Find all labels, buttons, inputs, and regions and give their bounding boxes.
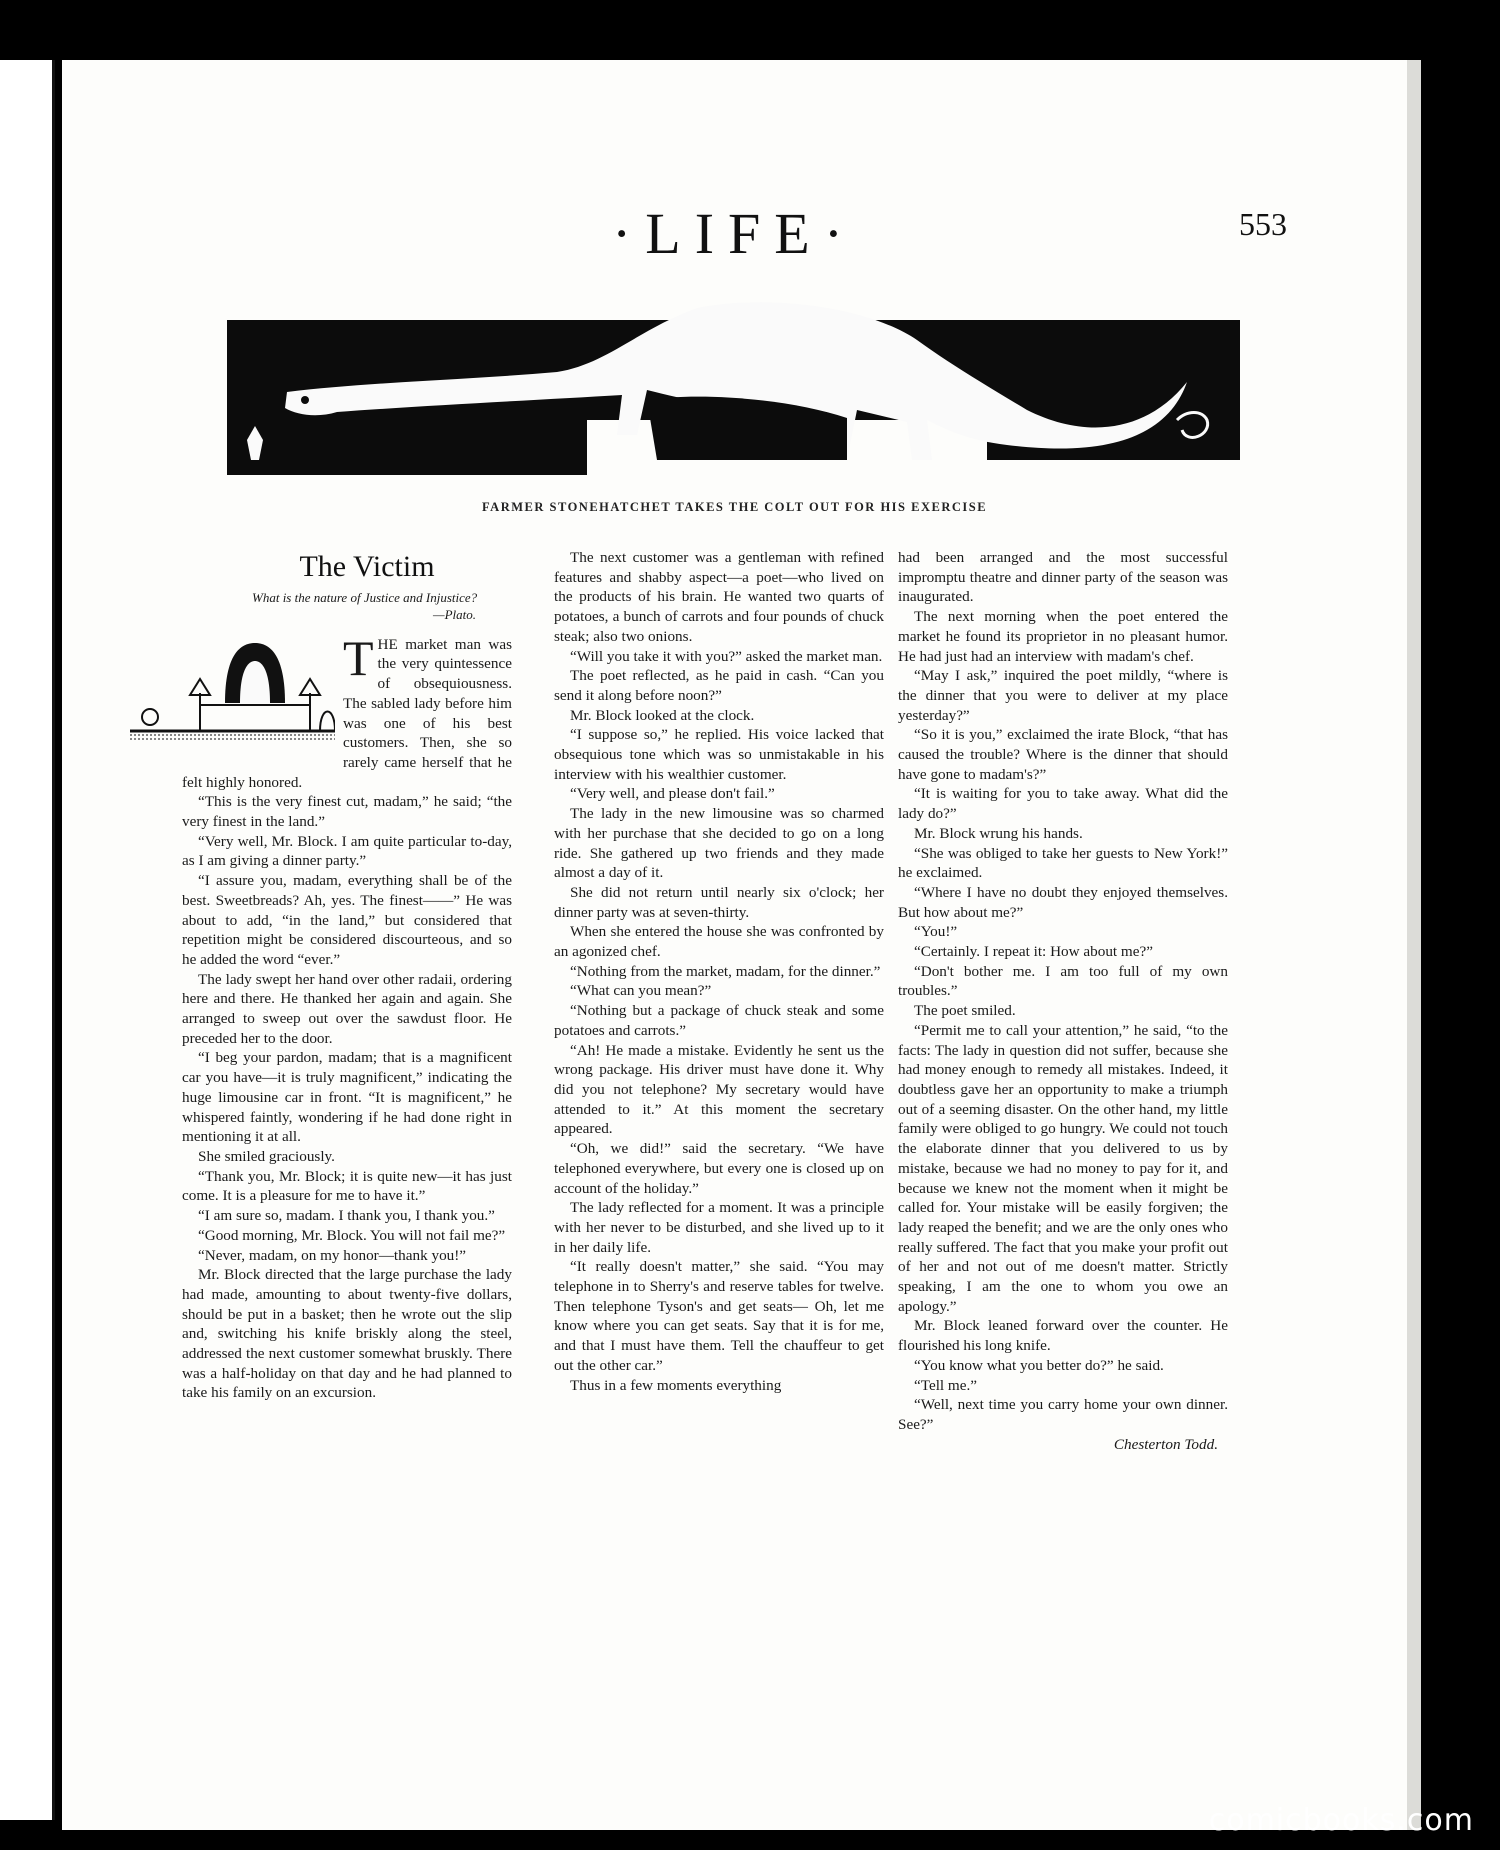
paragraph: “You know what you better do?” he said. (914, 1356, 1164, 1374)
article-column-2 (554, 548, 884, 1395)
paragraph: The poet reflected, as he paid in cash. “Can you send it along before noon?” (554, 667, 884, 704)
paragraph: The lady in the new limousine was so charmed with her purchase that she decided to go on a long ride. She gathered up two friends and they made almost a day of it. (554, 805, 884, 882)
paragraph: “You!” (914, 923, 958, 941)
paragraph: She did not return until nearly six o'clock; her dinner party was at seven-thirty. (554, 883, 884, 921)
paragraph: The lady reflected for a moment. It was a principle with her never to be disturbed, and she lived up to it in her daily life. (554, 1199, 884, 1256)
paragraph: “Nothing but a package of chuck steak and some potatoes and carrots.” (554, 1002, 884, 1039)
paragraph: “Will you take it with you?” asked the market man. (570, 647, 883, 665)
paragraph: “Thank you, Mr. Block; it is quite new—it has just come. It is a pleasure for me to have it.” (182, 1167, 512, 1205)
paragraph: When she entered the house she was confronted by an agonized chef. (554, 923, 884, 961)
paragraph: “Where I have no doubt they enjoyed themselves. But how about me?” (898, 883, 1228, 921)
page-number: 553 (1239, 206, 1287, 242)
paragraph: “Well, next time you carry home your own dinner. See?” (898, 1396, 1228, 1433)
article-column-3 (898, 548, 1228, 1454)
paragraph: Mr. Block directed that the large purchase the lady had made, amounting to about twenty-five dollars, should be put in a basket; then he wrote out the slip and, switching his knife briskly along the steel, addressed the next customer somewhat bruskly. There was a half-holiday on that day and he had planned to take his family on an excursion. (182, 1266, 512, 1402)
paragraph: “It is waiting for you to take away. What did the lady do?” (898, 785, 1228, 823)
paragraph: “Don't bother me. I am too full of my own troubles.” (898, 962, 1228, 1000)
paragraph: “She was obliged to take her guests to New York!” he exclaimed. (898, 844, 1228, 882)
paragraph: “Permit me to call your attention,” he said, “to the facts: The lady in question did not suffer, because she had money enough to remedy all mistakes. Indeed, it doubtless gave her an opportunity to make a triumph out of a seeming disaster. On the other hand, my little family were obliged to go hungry. We could not touch the elaborate dinner that you delivered to us by mistake, because we had no money to pay for it, and because we knew not the moment when it might be called for. Your mistake will be easily forgiven; the lady reaped the benefit; and we are the only ones who really suffered. The fact that you make your profit out of her and not out of me doesn't matter. Strictly speaking, I am the one to whom you owe an apology.” (898, 1021, 1228, 1315)
paragraph: “Tell me.” (914, 1376, 978, 1394)
masthead-title: ·LIFE· (611, 201, 858, 266)
paragraph: She smiled graciously. (198, 1147, 335, 1165)
paragraph: “I beg your pardon, madam; that is a magnificent car you have—it is truly magnificent,” indicating the huge limousine car in front. “It is magnificent,” he whispered faintly, wondering if he had done right in mentioning it at all. (182, 1049, 512, 1146)
paragraph: The next morning when the poet entered the market he found its proprietor in no pleasant humor. He had just had an interview with madam's chef. (898, 608, 1228, 665)
paragraph: Mr. Block leaned forward over the counter. He flourished his long knife. (898, 1317, 1228, 1355)
paragraph: “Ah! He made a mistake. Evidently he sent us the wrong package. His driver must have done it. Why did you not telephone? My secretary would have attended to it.” At this moment the secretary appeared. (554, 1041, 884, 1138)
paragraph: “Never, madam, on my honor—thank you!” (198, 1246, 467, 1264)
paragraph: “Certainly. I repeat it: How about me?” (914, 943, 1153, 961)
banner-caption: FARMER STONEHATCHET TAKES THE COLT OUT FOR HIS EXERCISE (481, 500, 988, 514)
paragraph: “Good morning, Mr. Block. You will not fail me?” (198, 1226, 506, 1244)
author-signature: Chesterton Todd. (1113, 1435, 1218, 1453)
paragraph: “What can you mean?” (570, 982, 712, 1000)
paragraph: The poet smiled. (914, 1002, 1016, 1020)
epigraph-attribution: —Plato. (433, 607, 476, 622)
paragraph: “I suppose so,” he replied. His voice lacked that obsequious tone which was so unmistakable in his interview with his wealthier customer. (554, 726, 884, 783)
paragraph: “May I ask,” inquired the poet mildly, “where is the dinner that you were to deliver at my place yesterday?” (898, 667, 1228, 724)
paragraph: Mr. Block wrung his hands. (914, 824, 1083, 842)
paragraph: “Very well, Mr. Block. I am quite particular to-day, as I am giving a dinner party.” (182, 832, 512, 870)
paragraph: “Very well, and please don't fail.” (570, 785, 775, 803)
paragraph: “It really doesn't matter,” she said. “You may telephone in to Sherry's and reserve tables for twelve. Then telephone Tyson's and get seats— Oh, let me know where you can get seats. Say that it is for me, and that I must have them. Tell the chauffeur to get out the other car.” (554, 1258, 884, 1374)
paragraph: Mr. Block looked at the clock. (570, 706, 755, 724)
facing-page-edge (0, 60, 55, 1820)
paragraph: “I assure you, madam, everything shall be of the best. Sweetbreads? Ah, yes. The finest——” He was about to add, “in the land,” but considered that repetition might be considered discourteous, and so he added the word “ever.” (182, 872, 512, 968)
magazine-page (62, 60, 1407, 1830)
banner-illustration (227, 300, 1240, 475)
site-watermark: comicbooks.com (1208, 1803, 1474, 1838)
paragraph: The next customer was a gentleman with refined features and shabby aspect—a poet—who lived on the products of his brain. He wanted two quarts of potatoes, a bunch of carrots and four pounds of chuck steak; also two onions. (554, 549, 884, 645)
shop-counter-illustration (130, 635, 335, 753)
paragraph: The lady swept her hand over other radaii, ordering here and there. He thanked her again and again. She arranged to sweep out over the sawdust floor. He preceded her to the door. (182, 970, 512, 1047)
article-column-1 (182, 548, 512, 1403)
paragraph-continued: had been arranged and the most successful impromptu theatre and dinner party of the season was inaugurated. (898, 549, 1228, 606)
paragraph: Thus in a few moments everything (570, 1376, 782, 1394)
paragraph: “Nothing from the market, madam, for the dinner.” (570, 962, 881, 980)
article-title: The Victim (299, 550, 435, 583)
drop-cap: T (343, 629, 374, 686)
paragraph: “I am sure so, madam. I thank you, I thank you.” (198, 1207, 495, 1225)
paragraph: “So it is you,” exclaimed the irate Block, “that has caused the trouble? Where is the dinner that should have gone to madam's?” (898, 726, 1228, 783)
opening-text: HE market man was the very quintessence of obsequiousness. The sabled lady before him was one of his best customers. Then, she so rarely came herself that he felt highly honored. (182, 635, 512, 791)
paragraph: “This is the very finest cut, madam,” he said; “the very finest in the land.” (182, 793, 512, 831)
epigraph: What is the nature of Justice and Injustice? (252, 590, 478, 605)
paragraph: “Oh, we did!” said the secretary. “We have telephoned everywhere, but every one is closed up on account of the holiday.” (554, 1140, 884, 1197)
page-edge (1407, 60, 1421, 1830)
